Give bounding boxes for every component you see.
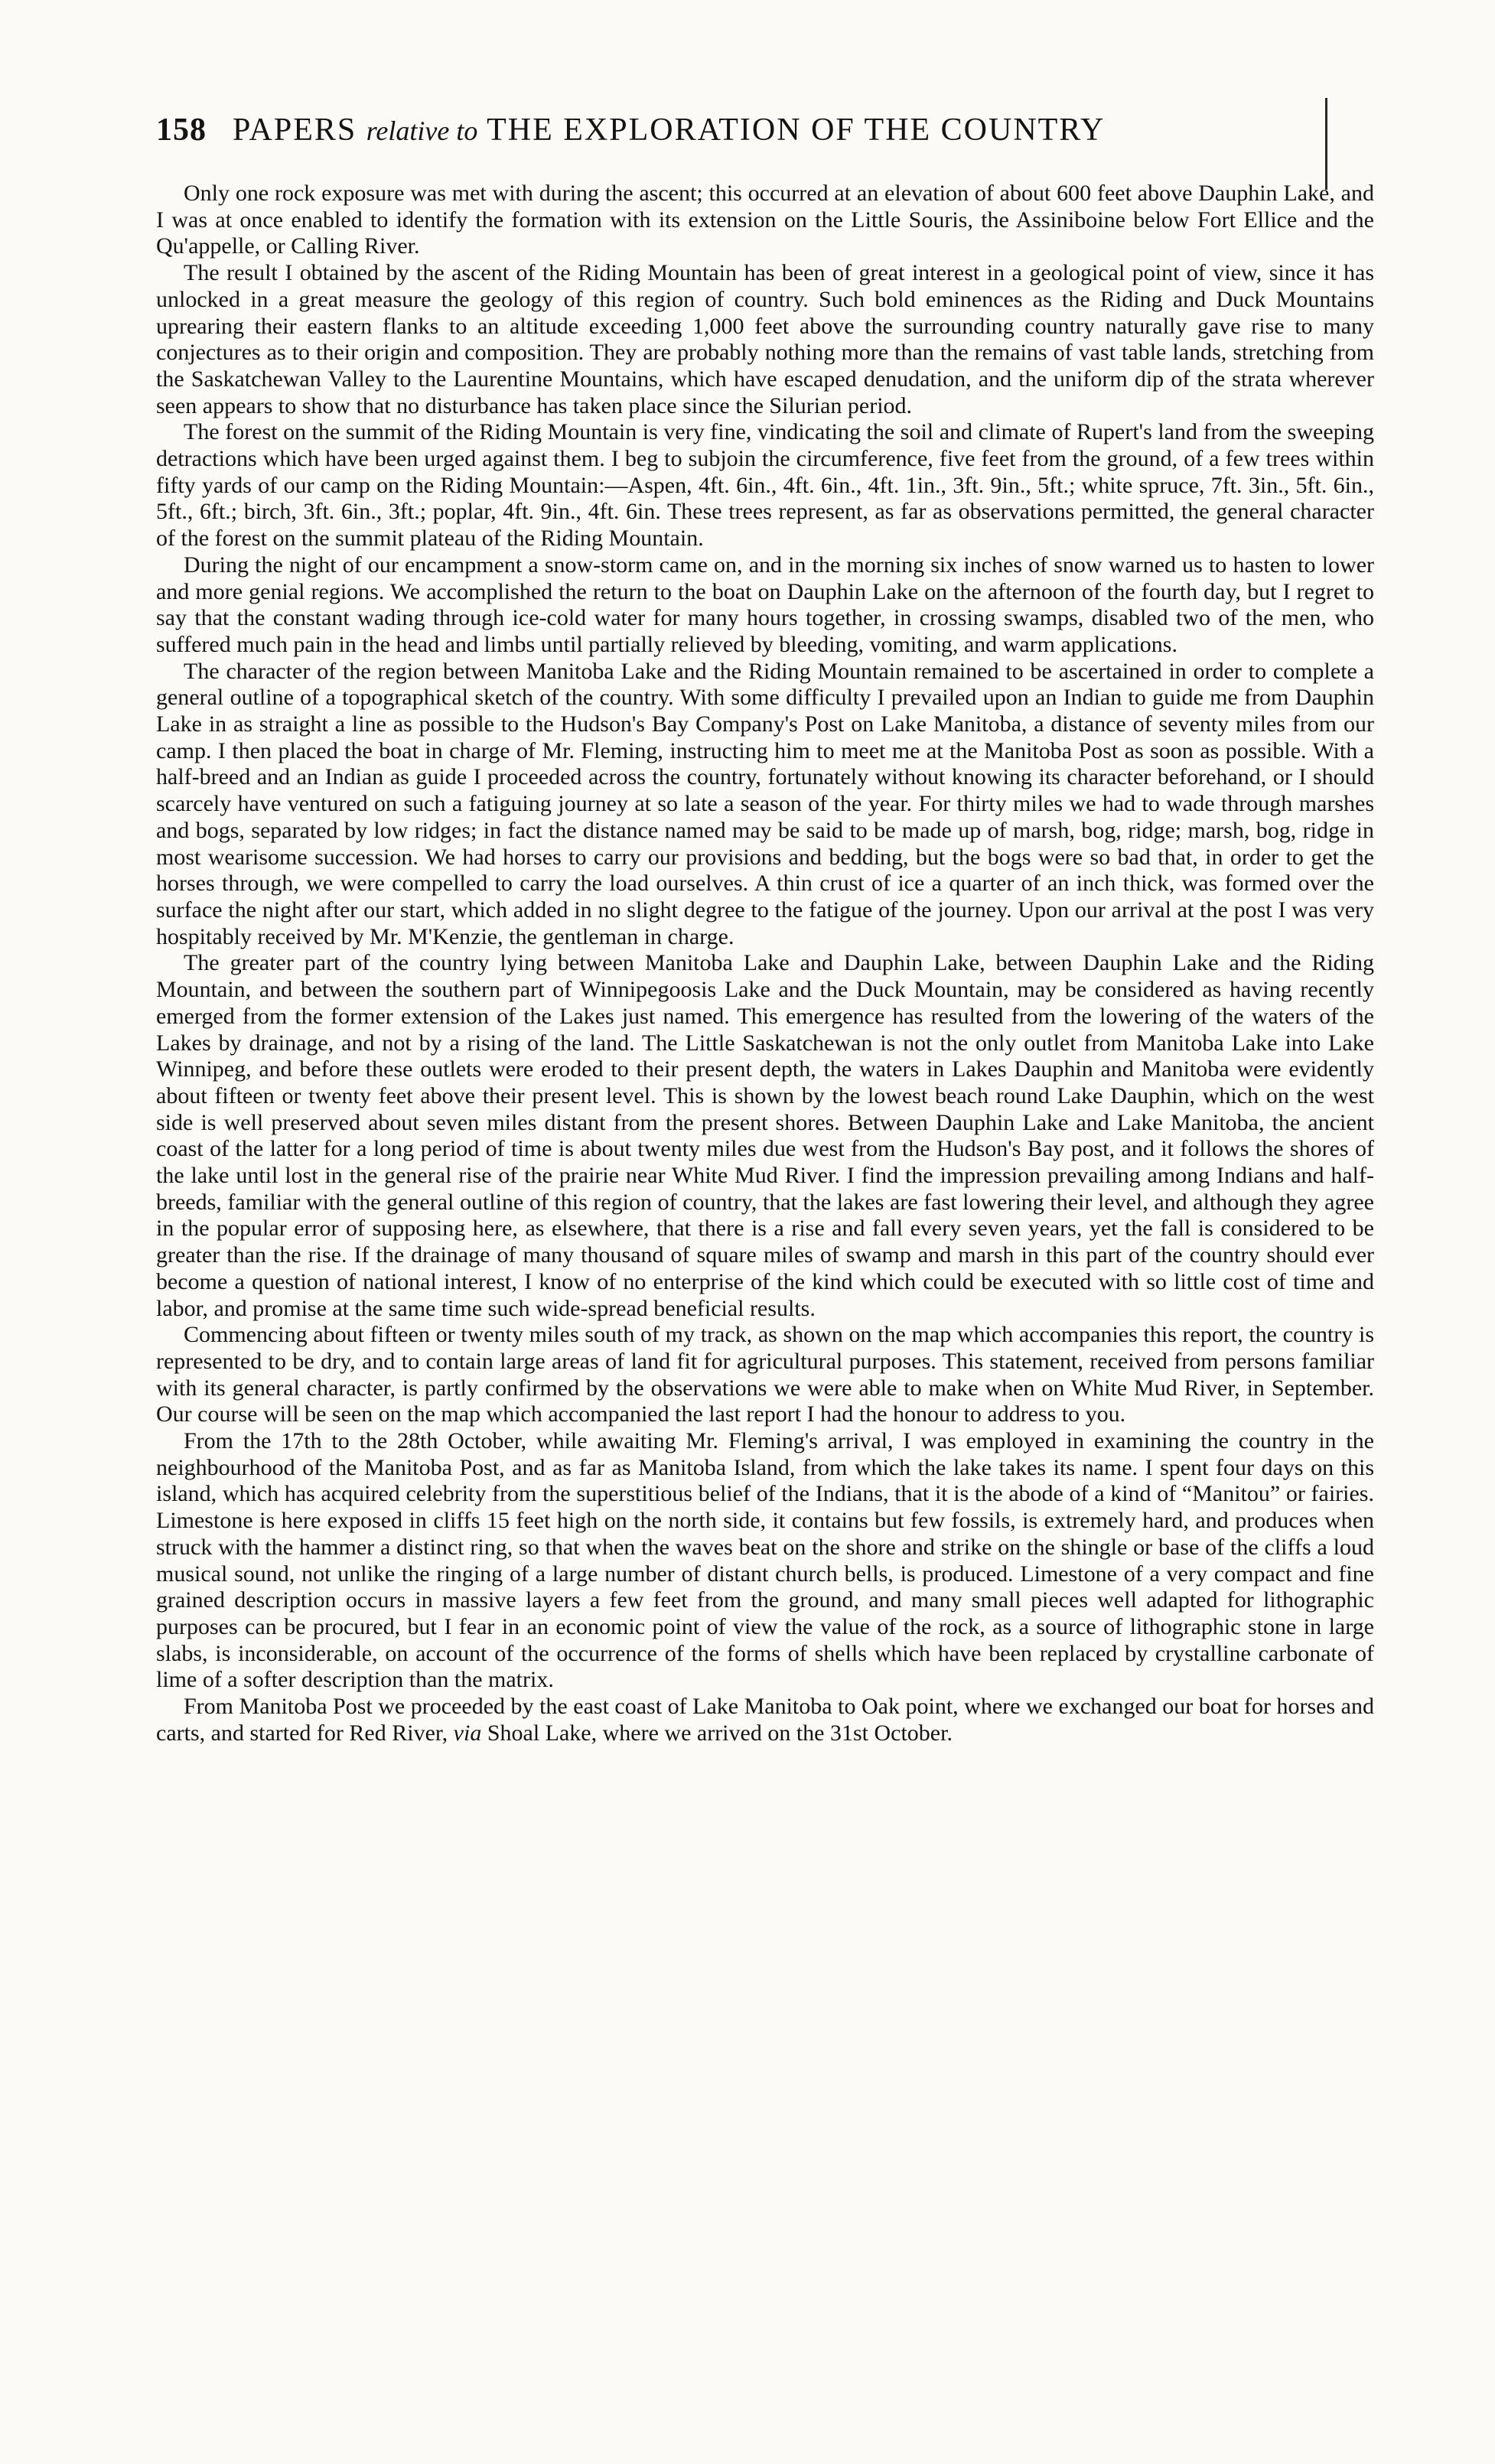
running-head — [156, 107, 1350, 153]
body-text — [156, 181, 1374, 1746]
page-number: 158 — [156, 112, 207, 148]
paragraph-drainage: The greater part of the country lying between Manitoba Lake and Dauphin Lake, between Dauphin Lake and the Riding Mountain, and between the southern part of Winnipegoosis Lake and the Duck Mountain, may be considered as having recently emerged from the former extension of the Lakes just named. This emergence has resulted from the lowering of the waters of the Lakes by drainage, and not by a rising of the land. The Little Saskatchewan is not the only outlet from Manitoba Lake into Lake Winnipeg, and before these outlets were eroded to their present depth, the waters in Lakes Dauphin and Manitoba were evidently about fifteen or twenty feet above their present level. This is shown by the lowest beach round Lake Dauphin, which on the west side is well preserved about seven miles distant from the present shores. Between Dauphin Lake and Lake Manitoba, the ancient coast of the latter for a long period of time is about twenty miles due west from the Hudson's Bay post, and it follows the shores of the lake until lost in the general rise of the prairie near White Mud River. I find the impression prevailing among Indians and half-breeds, familiar with the general outline of this region of country, that the lakes are fast lowering their level, and although they agree in the popular error of supposing here, as elsewhere, that there is a rise and fall every seven years, yet the fall is considered to be greater than the rise. If the drainage of many thousand of square miles of swamp and marsh in this part of the country should ever become a question of national interest, I know of no enterprise of the kind which could be executed with so little cost of time and labor, and promise at the same time such wide-spread beneficial results. — [156, 950, 1374, 1321]
paragraph-agriculture: Commencing about fifteen or twenty miles south of my track, as shown on the map which accompanies this report, the country is represented to be dry, and to contain large areas of land fit for agricultural purposes. This statement, received from persons familiar with its general character, is partly confirmed by the observations we were able to make when on White Mud River, in September. Our course will be seen on the map which accompanied the last report I had the honour to address to you. — [156, 1322, 1374, 1427]
paragraph-ascent: Only one rock exposure was met with during the ascent; this occurred at an elevation of about 600 feet above Dauphin Lake, and I was at once enabled to identify the formation with its extension on the Little Souris, the Assiniboine below Fort Ellice and the Qu'appelle, or Calling River. — [156, 181, 1374, 259]
paragraph-journey: The character of the region between Manitoba Lake and the Riding Mountain remained to be ascertained in order to complete a general outline of a topographical sketch of the country. With some difficulty I prevailed upon an Indian to guide me from Dauphin Lake in as straight a line as possible to the Hudson's Bay Company's Post on Lake Manitoba, a distance of seventy miles from our camp. I then placed the boat in charge of Mr. Fleming, instructing him to meet me at the Manitoba Post as soon as possible. With a half-breed and an Indian as guide I proceeded across the country, fortunately without knowing its character beforehand, or I should scarcely have ventured on such a fatiguing journey at so late a season of the year. For thirty miles we had to wade through marshes and bogs, separated by low ridges; in fact the distance named may be said to be made up of marsh, bog, ridge; marsh, bog, ridge in most wearisome succession. We had horses to carry our provisions and bedding, but the bogs were so bad that, in order to get the horses through, we were compelled to carry the load ourselves. A thin crust of ice a quarter of an inch thick, was formed over the surface the night after our start, which added in no slight degree to the fatigue of the journey. Upon our arrival at the post I was very hospitably received by Mr. M'Kenzie, the gentleman in charge. — [156, 658, 1374, 949]
paragraph-geology: The result I obtained by the ascent of the Riding Mountain has been of great interest in a geological point of view, since it has unlocked in a great measure the geology of this region of country. Such bold eminences as the Riding and Duck Mountains uprearing their eastern flanks to an altitude exceeding 1,000 feet above the surrounding country naturally gave rise to many conjectures as to their origin and composition. They are probably nothing more than the remains of vast table lands, stretching from the Saskatchewan Valley to the Laurentine Mountains, which have escaped denudation, and the uniform dip of the strata wherever seen appears to show that no disturbance has taken place since the Silurian period. — [156, 260, 1374, 418]
running-title — [233, 112, 1105, 148]
running-title-post: THE EXPLORATION OF THE COUNTRY — [487, 112, 1106, 148]
running-title-pre: PAPERS — [233, 112, 357, 148]
last-paragraph-after: Shoal Lake, where we arrived on the 31st October. — [487, 1720, 953, 1746]
paragraph-snowstorm: During the night of our encampment a snow-storm came on, and in the morning six inches of snow warned us to hasten to lower and more genial regions. We accomplished the return to the boat on Dauphin Lake on the afternoon of the fourth day, but I regret to say that the constant wading through ice-cold water for many hours together, in crossing swamps, disabled two of the men, who suffered much pain in the head and limbs until partially relieved by bleeding, vomiting, and warm applications. — [156, 552, 1374, 657]
paragraph-red-river — [156, 1694, 1374, 1746]
page-edge-rule — [1325, 98, 1327, 190]
last-paragraph-before: From Manitoba Post we proceeded by the east coast of Lake Manitoba to Oak point, where we exchanged our boat for horses and carts, and started for Red River, — [156, 1694, 1374, 1746]
paragraph-manitoba-island: From the 17th to the 28th October, while awaiting Mr. Fleming's arrival, I was employed in examining the country in the neighbourhood of the Manitoba Post, and as far as Manitoba Island, from which the lake takes its name. I spent four days on this island, which has acquired celebrity from the superstitious belief of the Indians, that it is the abode of a kind of “Manitou” or fairies. Limestone is here exposed in cliffs 15 feet high on the north side, it contains but few fossils, is extremely hard, and produces when struck with the hammer a distinct ring, so that when the waves beat on the shore and strike on the shingle or base of the cliffs a loud musical sound, not unlike the ringing of a large number of distant church bells, is produced. Limestone of a very compact and fine grained description occurs in massive layers a few feet from the ground, and many small pieces well adapted for lithographic purposes can be procured, but I fear in an economic point of view the value of the rock, as a source of lithographic stone in large slabs, is inconsiderable, on account of the occurrence of the forms of shells which have been replaced by crystalline carbonate of lime of a softer description than the matrix. — [156, 1428, 1374, 1693]
paragraph-forest: The forest on the summit of the Riding Mountain is very fine, vindicating the soil and climate of Rupert's land from the sweeping detractions which have been urged against them. I beg to subjoin the circumference, five feet from the ground, of a few trees within fifty yards of our camp on the Riding Mountain:—Aspen, 4ft. 6in., 4ft. 6in., 4ft. 1in., 3ft. 9in., 5ft.; white spruce, 7ft. 3in., 5ft. 6in., 5ft., 6ft.; birch, 3ft. 6in., 3ft.; poplar, 4ft. 9in., 4ft. 6in. These trees represent, as far as observations permitted, the general character of the forest on the summit plateau of the Riding Mountain. — [156, 419, 1374, 552]
running-title-italic: relative to — [366, 116, 478, 146]
last-paragraph-via: via — [453, 1720, 482, 1746]
